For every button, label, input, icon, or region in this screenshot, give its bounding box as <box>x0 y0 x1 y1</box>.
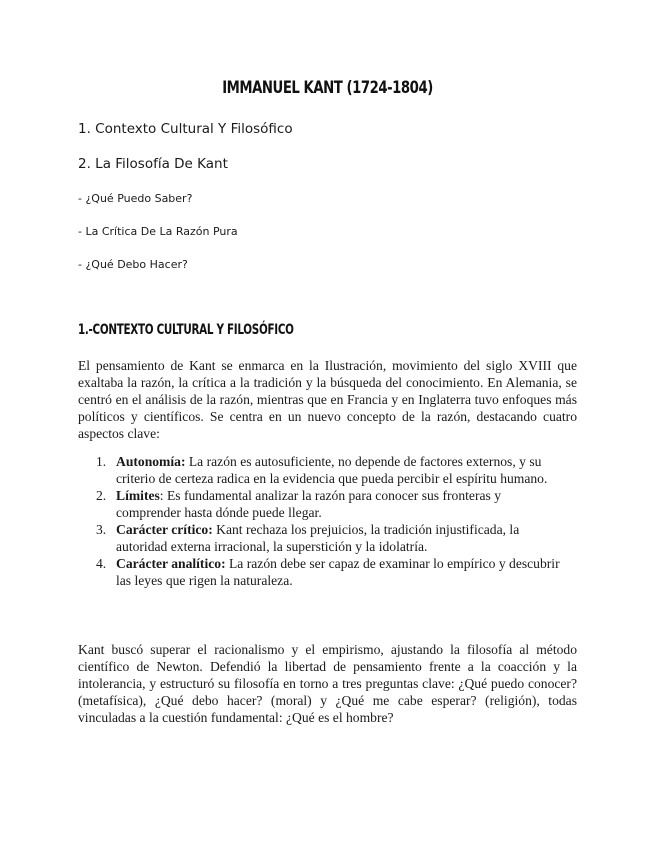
intro-paragraph: El pensamiento de Kant se enmarca en la Ilustración, movimiento del siglo XVIII que exaltaba la razón, la crítica a la tradición y la búsqueda del conocimiento. En Alemania, se centró en el análisis de la razón, mientras que en Francia y en Inglaterra tuvo enfoques más políticos y científicos. Se centra en un nuevo concepto de la razón, destacando cuatro aspectos clave: <box>78 358 577 441</box>
list-item <box>96 555 566 589</box>
list-item <box>96 521 566 555</box>
document-title: IMMANUEL KANT (1724-1804) <box>222 78 433 98</box>
list-item-term: Carácter crítico: <box>116 522 213 537</box>
list-item <box>96 487 566 521</box>
list-item-text: : Es fundamental analizar la razón para conocer sus fronteras y comprender hasta dónde puede llegar. <box>116 488 501 520</box>
conclusion-paragraph: Kant buscó superar el racionalismo y el empirismo, ajustando la filosofía al método científico de Newton. Defendió la libertad de pensamiento frente a la coacción y la intolerancia, y estructuró su filosofía en torno a tres preguntas clave: ¿Qué puedo conocer? (metafísica), ¿Qué debo hacer? (moral) y ¿Qué me cabe esperar? (religión), todas vinculadas a la cuestión fundamental: ¿Qué es el hombre? <box>78 642 577 725</box>
toc-sub-item: - ¿Qué Puedo Saber? <box>78 192 193 205</box>
aspects-list <box>96 453 566 589</box>
list-item-number: 2. <box>96 488 107 503</box>
list-item-text: La razón es autosuficiente, no depende de factores externos, y su criterio de certeza radica en la evidencia que pueda percibir el espíritu humano. <box>116 454 548 486</box>
toc-sub-item: - ¿Qué Debo Hacer? <box>78 258 188 271</box>
list-item-term: Carácter analítico: <box>116 556 226 571</box>
list-item-number: 1. <box>96 454 107 469</box>
toc-heading-filosofia: 2. La Filosofía De Kant <box>78 156 228 172</box>
list-item-term: Límites <box>116 488 160 503</box>
list-item-text: Kant rechaza los prejuicios, la tradición injustificada, la autoridad externa irracional, la superstición y la idolatría. <box>116 522 520 554</box>
list-item <box>96 453 566 487</box>
toc-heading-contexto: 1. Contexto Cultural Y Filosófico <box>78 121 293 137</box>
toc-sub-item: - La Crítica De La Razón Pura <box>78 225 238 238</box>
list-item-number: 3. <box>96 522 107 537</box>
list-item-term: Autonomía: <box>116 454 186 469</box>
list-item-number: 4. <box>96 556 107 571</box>
list-item-text: La razón debe ser capaz de examinar lo empírico y descubrir las leyes que rigen la naturaleza. <box>116 556 560 588</box>
section-heading: 1.-CONTEXTO CULTURAL Y FILOSÓFICO <box>78 322 294 338</box>
